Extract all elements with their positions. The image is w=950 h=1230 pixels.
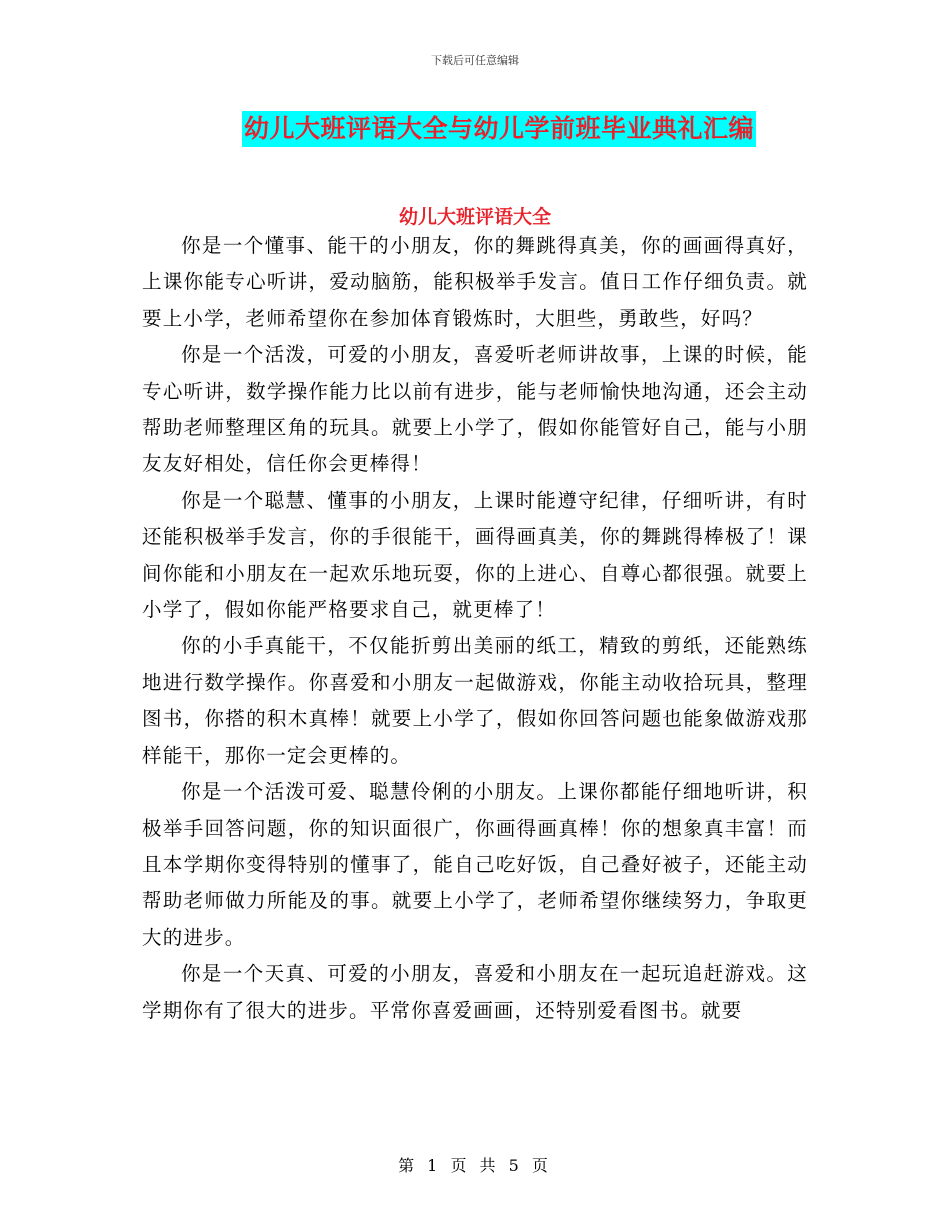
document-body bbox=[142, 228, 808, 1029]
paragraph: 你是一个天真、可爱的小朋友，喜爱和小朋友在一起玩追赶游戏。这学期你有了很大的进步。平常你喜爱画画，还特别爱看图书。就要 bbox=[142, 962, 808, 1022]
section-title: 幼儿大班评语大全 bbox=[398, 206, 551, 228]
document-title-wrap bbox=[0, 111, 950, 147]
paragraph: 你的小手真能干，不仅能折剪出美丽的纸工，精致的剪纸，还能熟练地进行数学操作。你喜爱和小朋友一起做游戏，你能主动收拾玩具，整理图书，你搭的积木真棒！就要上小学了，假如你回答问题也能象做游戏那样能干，那你一定会更棒的。 bbox=[142, 634, 808, 767]
paragraph: 你是一个活泼可爱、聪慧伶俐的小朋友。上课你都能仔细地听讲，积极举手回答问题，你的知识面很广，你画得画真棒！你的想象真丰富！而且本学期你变得特别的懂事了，能自己吃好饭，自己叠好被子，还能主动帮助老师做力所能及的事。就要上小学了，老师希望你继续努力，争取更大的进步。 bbox=[142, 780, 808, 949]
document-title: 幼儿大班评语大全与幼儿学前班毕业典礼汇编 bbox=[242, 111, 756, 147]
paragraph: 你是一个懂事、能干的小朋友，你的舞跳得真美，你的画画得真好，上课你能专心听讲，爱动脑筋，能积极举手发言。值日工作仔细负责。就要上小学，老师希望你在参加体育锻炼时，大胆些，勇敢些，好吗？ bbox=[142, 234, 808, 330]
header-note: 下载后可任意编辑 bbox=[431, 54, 519, 67]
page-number: 第 1 页 共 5 页 bbox=[398, 1156, 552, 1175]
paragraph: 你是一个活泼，可爱的小朋友，喜爱听老师讲故事，上课的时候，能专心听讲，数学操作能力比以前有进步，能与老师愉快地沟通，还会主动帮助老师整理区角的玩具。就要上小学了，假如你能管好自己，能与小朋友友好相处，信任你会更棒得！ bbox=[142, 343, 808, 476]
paragraph: 你是一个聪慧、懂事的小朋友，上课时能遵守纪律，仔细听讲，有时还能积极举手发言，你的手很能干，画得画真美，你的舞跳得棒极了！课间你能和小朋友在一起欢乐地玩耍，你的上进心、自尊心都很强。就要上小学了，假如你能严格要求自己，就更棒了！ bbox=[142, 488, 808, 622]
